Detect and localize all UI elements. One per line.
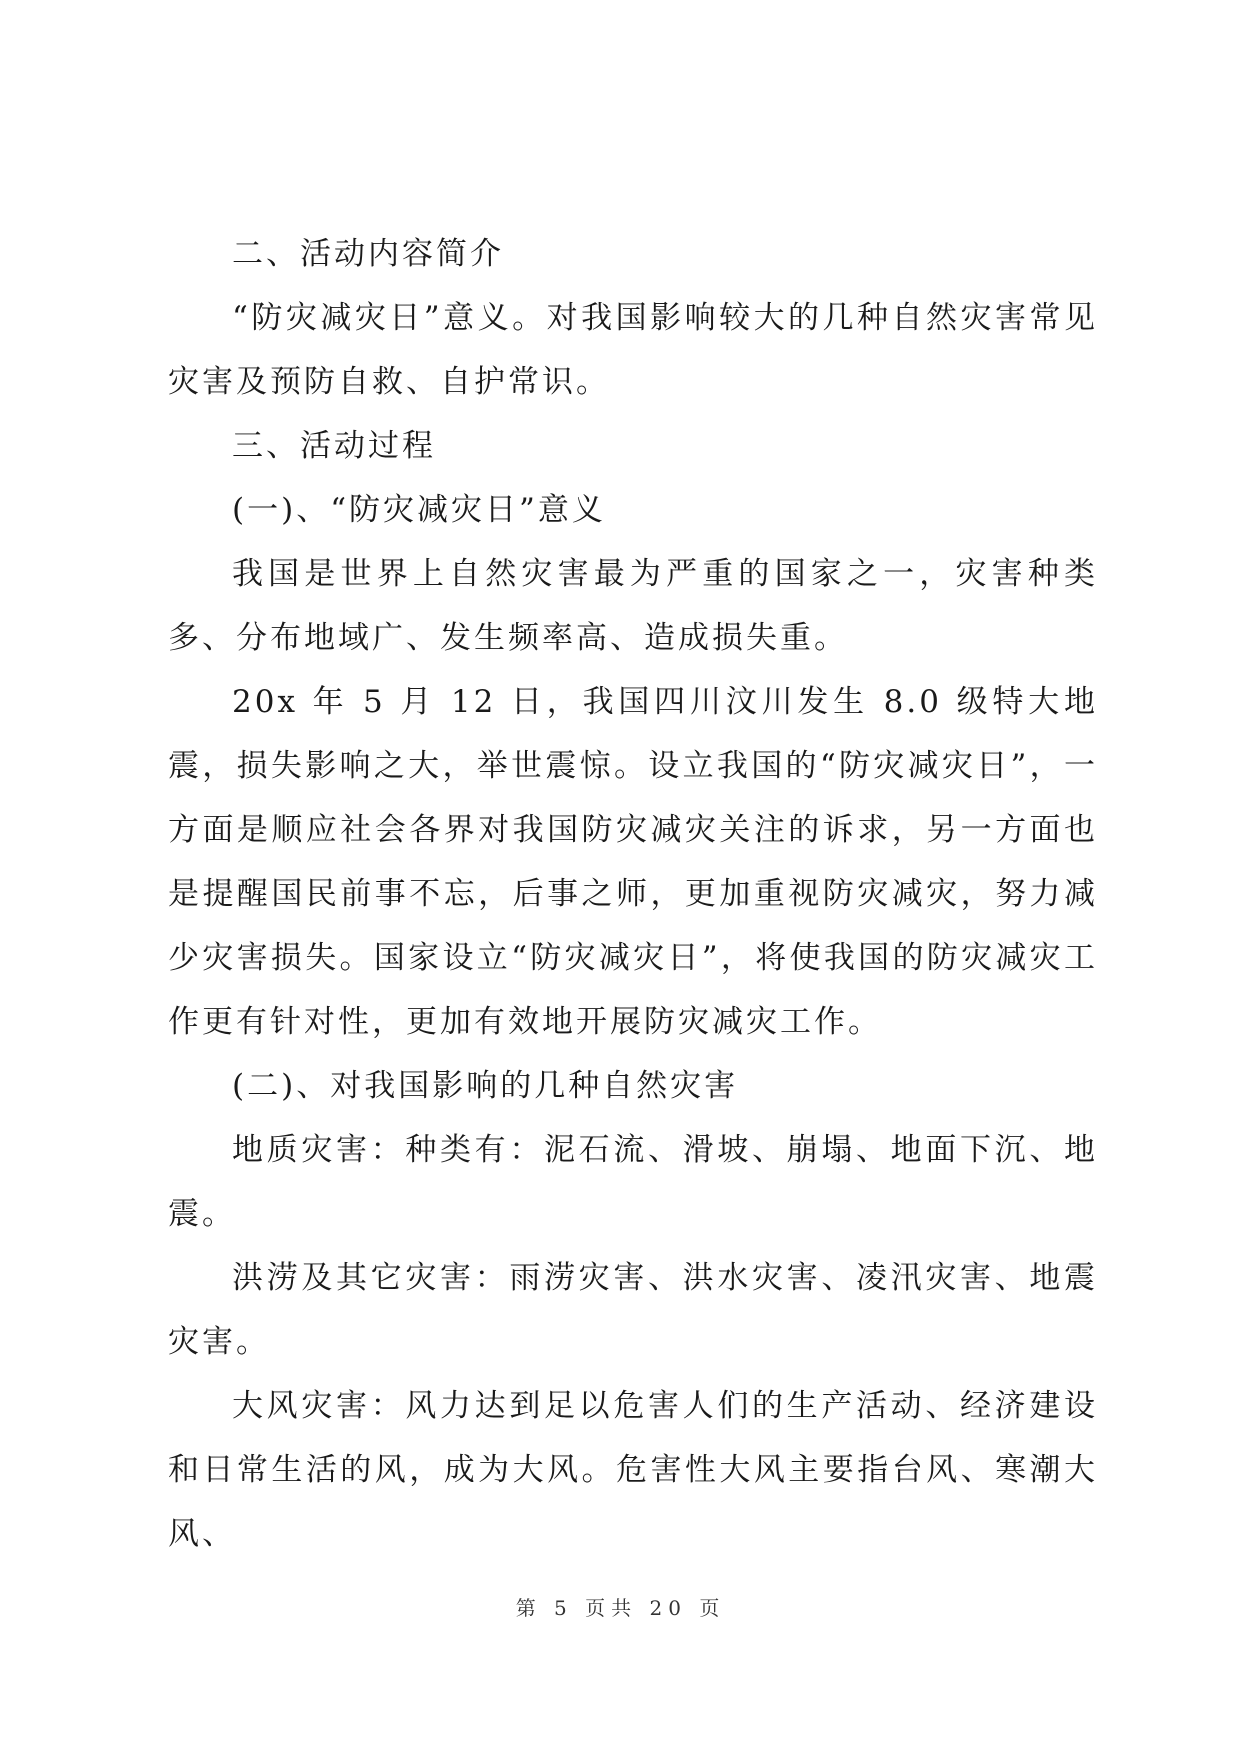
current-page-number: 5 <box>554 1596 573 1620</box>
total-pages-number: 20 <box>649 1596 687 1620</box>
paragraph: 洪涝及其它灾害：雨涝灾害、洪水灾害、凌汛灾害、地震灾害。 <box>168 1260 1098 1360</box>
section-heading: 二、活动内容简介 <box>232 236 504 272</box>
paragraph: 我国是世界上自然灾害最为严重的国家之一，灾害种类多、分布地域广、发生频率高、造成损失重。 <box>168 556 1098 656</box>
paragraph: 地质灾害：种类有：泥石流、滑坡、崩塌、地面下沉、地震。 <box>168 1132 1098 1232</box>
document-body <box>168 222 1098 1566</box>
subsection-heading: (一)、“防灾减灾日”意义 <box>232 492 606 528</box>
section-heading: 三、活动过程 <box>232 428 436 464</box>
page-footer <box>0 1592 1241 1621</box>
paragraph: 20x 年 5 月 12 日，我国四川汶川发生 8.0 级特大地震，损失影响之大，举世震惊。设立我国的“防灾减灾日”，一方面是顺应社会各界对我国防灾减灾关注的诉求，另一方面也是提醒国民前事不忘，后事之师，更加重视防灾减灾，努力减少灾害损失。国家设立“防灾减灾日”，将使我国的防灾减灾工作更有针对性，更加有效地开展防灾减灾工作。 <box>168 684 1098 1040</box>
page-label-suffix: 页 <box>699 1596 726 1620</box>
paragraph: 大风灾害：风力达到足以危害人们的生产活动、经济建设和日常生活的风，成为大风。危害性大风主要指台风、寒潮大风、 <box>168 1388 1098 1552</box>
paragraph: “防灾减灾日”意义。对我国影响较大的几种自然灾害常见灾害及预防自救、自护常识。 <box>168 300 1098 400</box>
page-label-mid: 页共 <box>585 1596 638 1620</box>
page-label-prefix: 第 <box>515 1596 542 1620</box>
subsection-heading: (二)、对我国影响的几种自然灾害 <box>232 1068 739 1104</box>
